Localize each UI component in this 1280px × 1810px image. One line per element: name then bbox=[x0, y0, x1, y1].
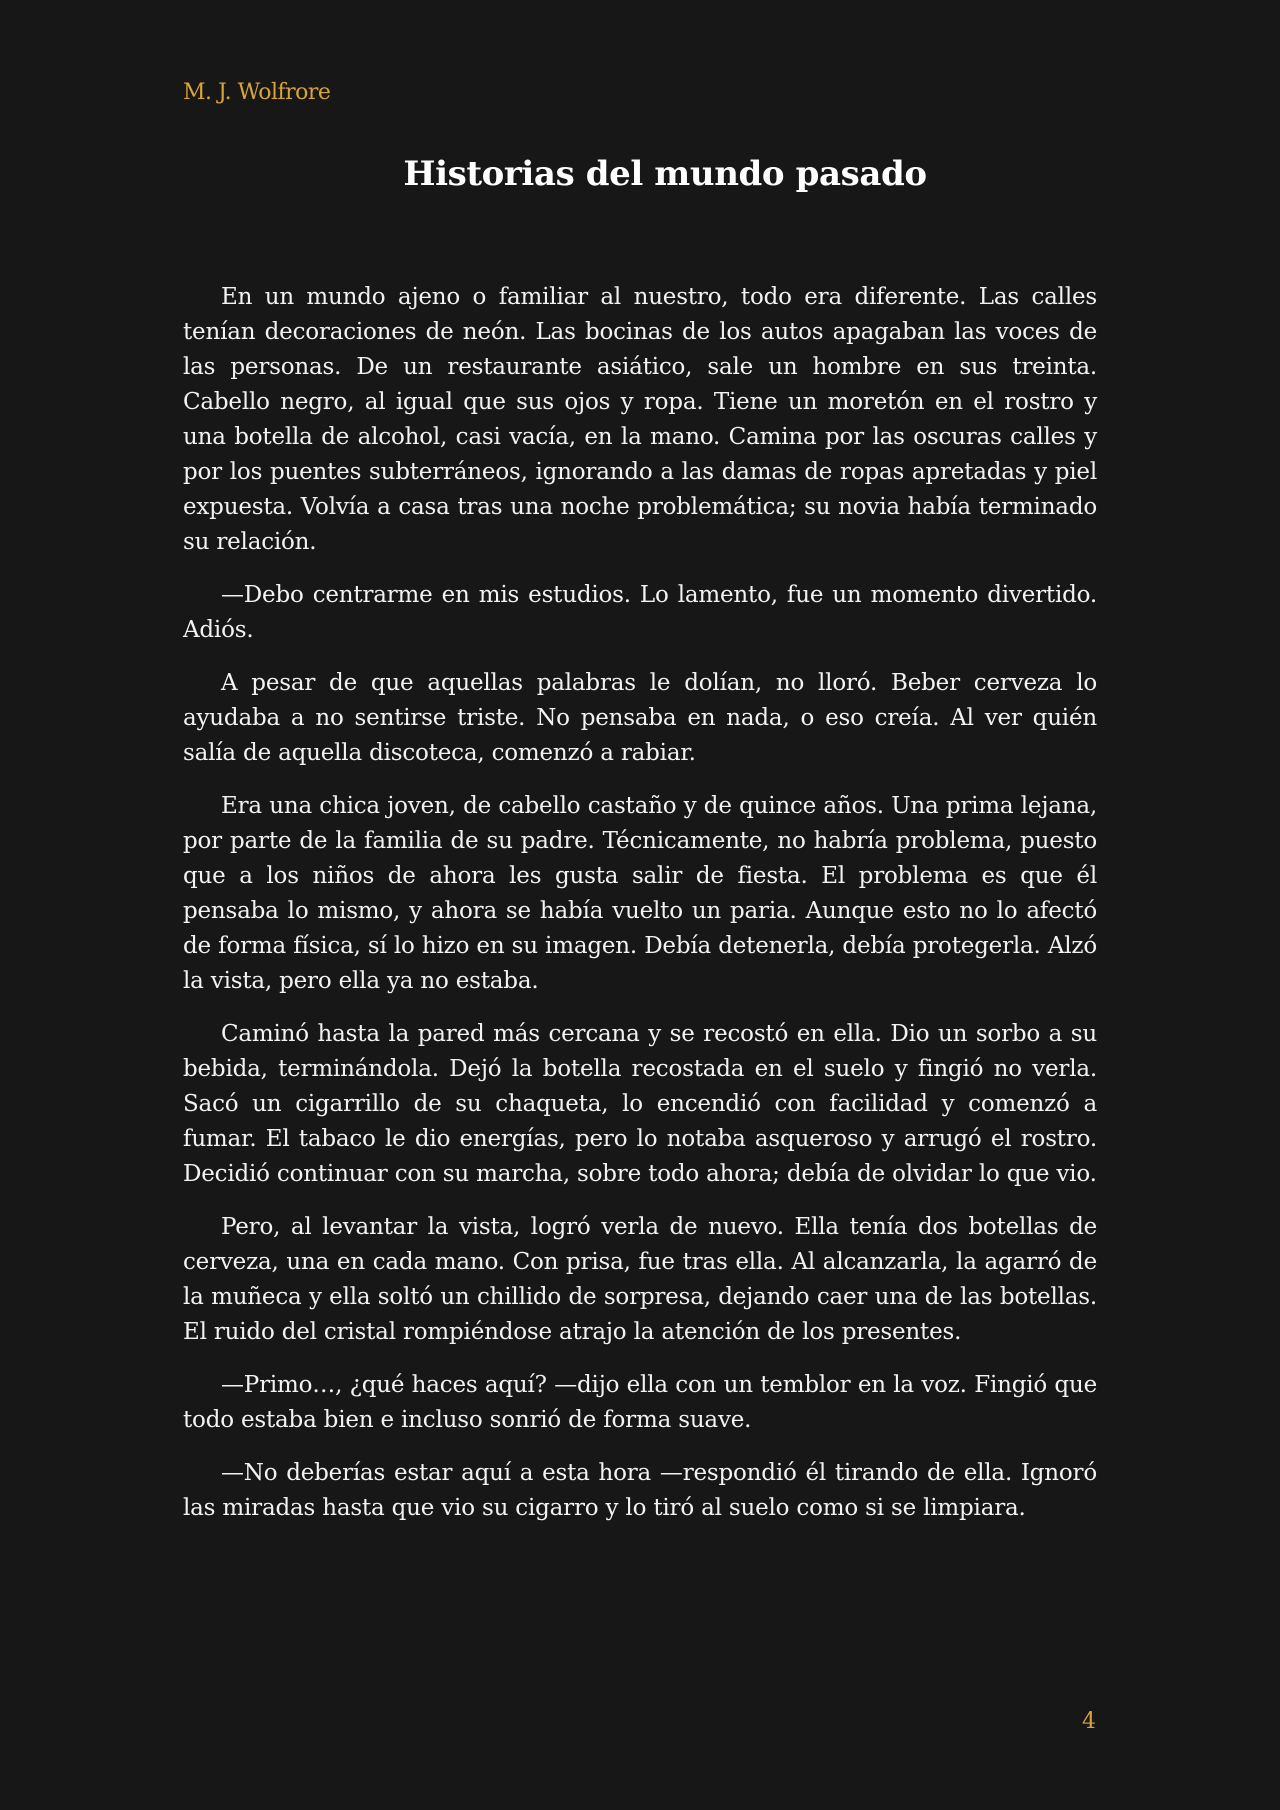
body-text bbox=[183, 280, 1097, 1544]
chapter-title: Historias del mundo pasado bbox=[403, 154, 927, 194]
paragraph: Caminó hasta la pared más cercana y se recostó en ella. Dio un sorbo a su bebida, terminándola. Dejó la botella recostada en el suelo y fingió no verla. Sacó un cigarrillo de su chaqueta, lo encendió con facilidad y comenzó a fumar. El tabaco le dio energías, pero lo notaba asqueroso y arrugó el rostro. Decidió continuar con su marcha, sobre todo ahora; debía de olvidar lo que vio. bbox=[183, 1021, 1097, 1187]
paragraph: —No deberías estar aquí a esta hora —respondió él tirando de ella. Ignoró las miradas hasta que vio su cigarro y lo tiró al suelo como si se limpiara. bbox=[183, 1460, 1097, 1521]
page-number: 4 bbox=[1082, 1709, 1096, 1734]
paragraph: Era una chica joven, de cabello castaño y de quince años. Una prima lejana, por parte de la familia de su padre. Técnicamente, no habría problema, puesto que a los niños de ahora les gusta salir de fiesta. El problema es que él pensaba lo mismo, y ahora se había vuelto un paria. Aunque esto no lo afectó de forma física, sí lo hizo en su imagen. Debía detenerla, debía protegerla. Alzó la vista, pero ella ya no estaba. bbox=[183, 793, 1097, 994]
paragraph: —Primo…, ¿qué haces aquí? —dijo ella con un temblor en la voz. Fingió que todo estaba bien e incluso sonrió de forma suave. bbox=[183, 1372, 1097, 1433]
paragraph: Pero, al levantar la vista, logró verla de nuevo. Ella tenía dos botellas de cerveza, una en cada mano. Con prisa, fue tras ella. Al alcanzarla, la agarró de la muñeca y ella soltó un chillido de sorpresa, dejando caer una de las botellas. El ruido del cristal rompiéndose atrajo la atención de los presentes. bbox=[183, 1214, 1097, 1345]
paragraph: En un mundo ajeno o familiar al nuestro, todo era diferente. Las calles tenían decoraciones de neón. Las bocinas de los autos apagaban las voces de las personas. De un restaurante asiático, sale un hombre en sus treinta. Cabello negro, al igual que sus ojos y ropa. Tiene un moretón en el rostro y una botella de alcohol, casi vacía, en la mano. Camina por las oscuras calles y por los puentes subterráneos, ignorando a las damas de ropas apretadas y piel expuesta. Volvía a casa tras una noche problemática; su novia había terminado su relación. bbox=[183, 284, 1097, 555]
paragraph: —Debo centrarme en mis estudios. Lo lamento, fue un momento divertido. Adiós. bbox=[183, 582, 1097, 643]
running-header-author: M. J. Wolfrore bbox=[183, 80, 331, 105]
paragraph: A pesar de que aquellas palabras le dolían, no lloró. Beber cerveza lo ayudaba a no sentirse triste. No pensaba en nada, o eso creía. Al ver quién salía de aquella discoteca, comenzó a rabiar. bbox=[183, 670, 1097, 766]
